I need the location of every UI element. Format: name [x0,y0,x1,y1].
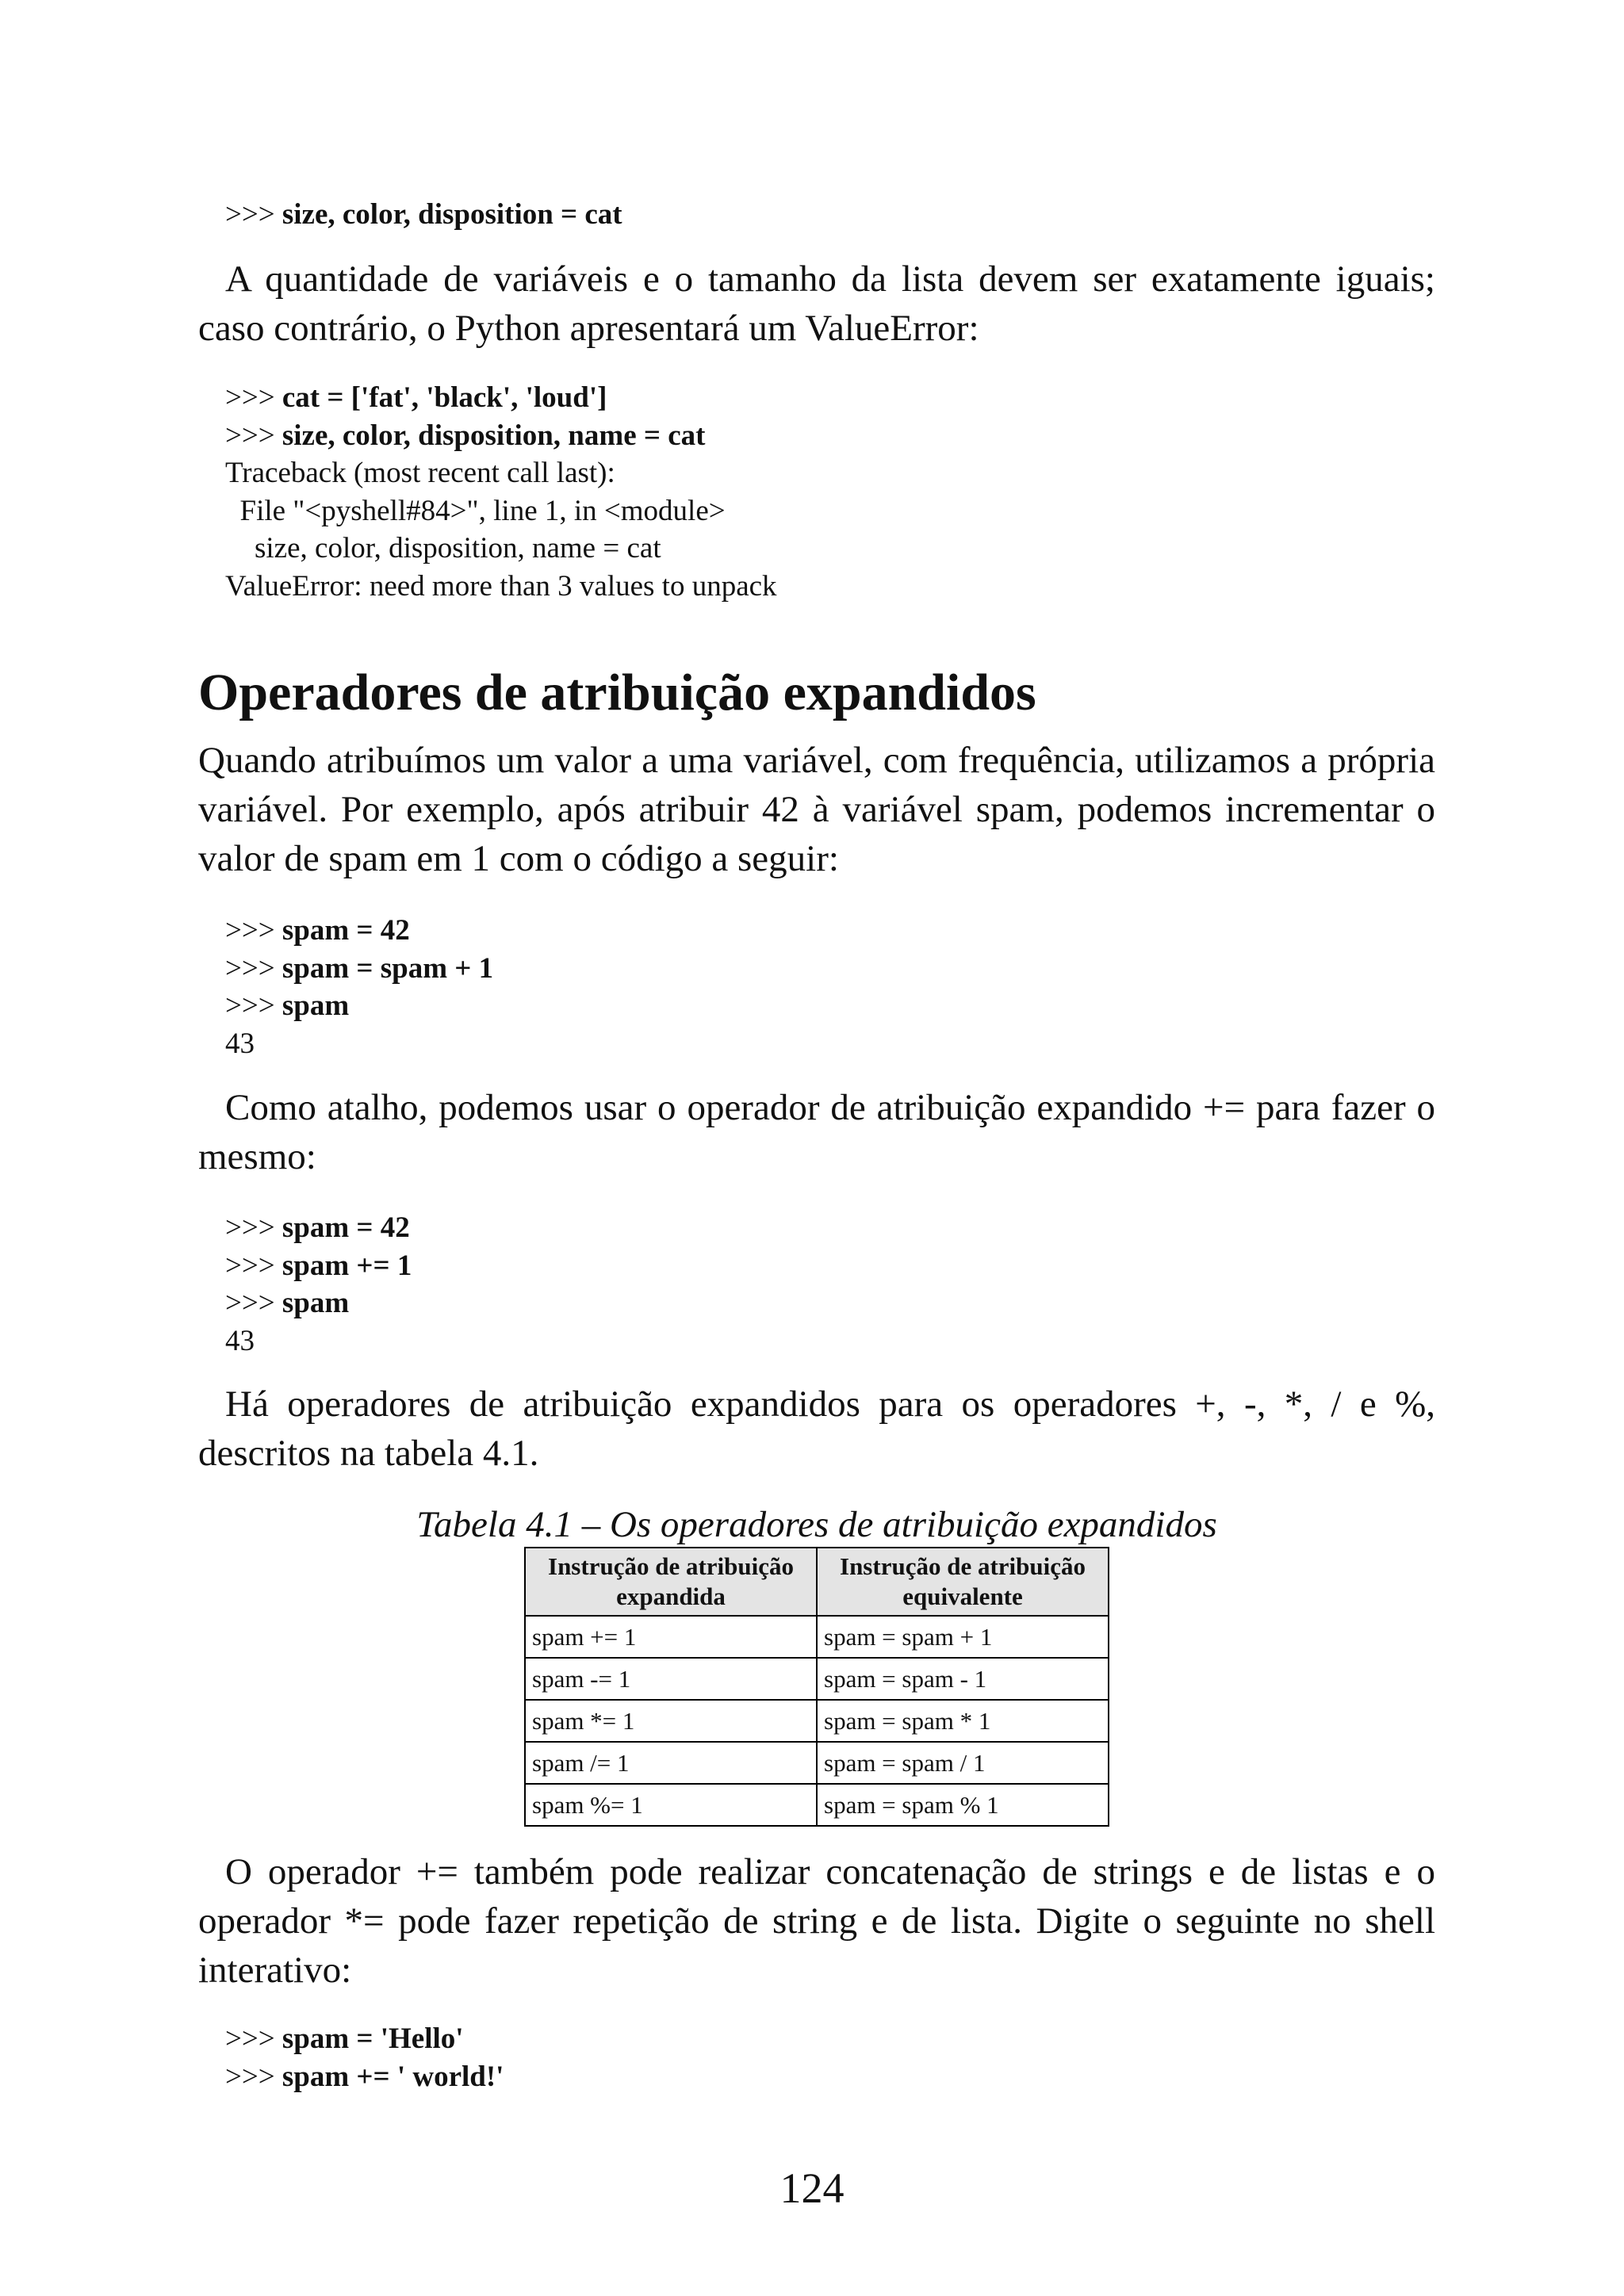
prompt-marker: >>> [225,914,282,947]
code-input: spam = spam + 1 [282,951,494,985]
prompt-marker: >>> [225,2060,282,2093]
prompt-marker: >>> [225,198,282,231]
prompt-marker: >>> [225,419,282,452]
code-input: spam [282,989,350,1022]
table-cell: spam = spam % 1 [817,1784,1109,1826]
code-line [225,196,622,234]
code-line [225,950,493,988]
table-row [525,1742,1109,1784]
prompt-marker: >>> [225,2022,282,2055]
prompt-marker: >>> [225,989,282,1022]
page-number: 124 [779,2164,845,2212]
code-line [225,1322,412,1360]
section-heading: Operadores de atribuição expandidos [198,664,1036,721]
code-line [225,568,777,606]
code-block-2 [225,379,777,605]
code-line [225,454,777,492]
table-row [525,1700,1109,1742]
code-input: spam += ' world!' [282,2060,504,2093]
code-output: ValueError: need more than 3 values to unpack [225,569,777,603]
prompt-marker: >>> [225,1249,282,1282]
paragraph-4: Há operadores de atribuição expandidos para os operadores +, -, *, / e %, descritos na tabela 4.1. [198,1383,1435,1474]
code-input: spam = 42 [282,914,410,947]
assignment-operators-table [524,1547,1109,1827]
prompt-marker: >>> [225,951,282,985]
table-cell: spam /= 1 [525,1742,817,1784]
table-row [525,1616,1109,1658]
table-cell: spam = spam / 1 [817,1742,1109,1784]
table-figure [198,1502,1435,1827]
code-output: 43 [225,1324,255,1357]
code-line [225,492,777,530]
table-cell: spam *= 1 [525,1700,817,1742]
code-block-5 [225,2020,504,2095]
code-line [225,1209,412,1247]
table-row [525,1784,1109,1826]
code-line [225,987,493,1025]
code-output: File "<pyshell#84>", line 1, in <module> [225,494,726,527]
table-cell: spam %= 1 [525,1784,817,1826]
code-line [225,2058,504,2096]
code-output: size, color, disposition, name = cat [225,532,661,564]
code-block-4 [225,1209,412,1360]
code-output: 43 [225,1027,255,1060]
code-line [225,912,493,950]
table-row [525,1658,1109,1700]
code-input: spam += 1 [282,1249,412,1282]
prompt-marker: >>> [225,1287,282,1319]
code-input: spam [282,1287,350,1319]
table-header-cell: Instrução de atribuição expandida [525,1548,817,1616]
table-caption: Tabela 4.1 – Os operadores de atribuição expandidos [416,1504,1217,1545]
table-header-cell: Instrução de atribuição equivalente [817,1548,1109,1616]
code-block-1 [225,196,622,234]
code-line [225,417,777,455]
code-input: size, color, disposition = cat [282,198,622,231]
table-cell: spam = spam - 1 [817,1658,1109,1700]
code-line [225,2020,504,2058]
code-line [225,1284,412,1322]
code-output: Traceback (most recent call last): [225,457,615,489]
prompt-marker: >>> [225,381,282,414]
code-line [225,1025,493,1063]
paragraph-2: Quando atribuímos um valor a uma variável, com frequência, utilizamos a própria variável. Por exemplo, após atribuir 42 à variável spam, podemos incrementar o valor de spam em 1 com o código a seguir: [198,740,1435,879]
paragraph-1: A quantidade de variáveis e o tamanho da lista devem ser exatamente iguais; caso contrário, o Python apresentará um ValueError: [198,258,1435,349]
code-input: spam = 42 [282,1211,410,1244]
code-input: size, color, disposition, name = cat [282,419,706,452]
prompt-marker: >>> [225,1211,282,1244]
code-block-3 [225,912,493,1062]
code-input: cat = ['fat', 'black', 'loud'] [282,381,607,414]
code-line [225,1247,412,1285]
paragraph-3: Como atalho, podemos usar o operador de atribuição expandido += para fazer o mesmo: [198,1087,1435,1177]
code-line [225,530,777,568]
table-cell: spam -= 1 [525,1658,817,1700]
table-cell: spam = spam + 1 [817,1616,1109,1658]
table-header-row [525,1548,1109,1616]
code-input: spam = 'Hello' [282,2022,464,2055]
table-cell: spam += 1 [525,1616,817,1658]
table-cell: spam = spam * 1 [817,1700,1109,1742]
paragraph-5: O operador += também pode realizar concatenação de strings e de listas e o operador *= pode fazer repetição de string e de lista. Digite o seguinte no shell interativo: [198,1851,1435,1991]
code-line [225,379,777,417]
